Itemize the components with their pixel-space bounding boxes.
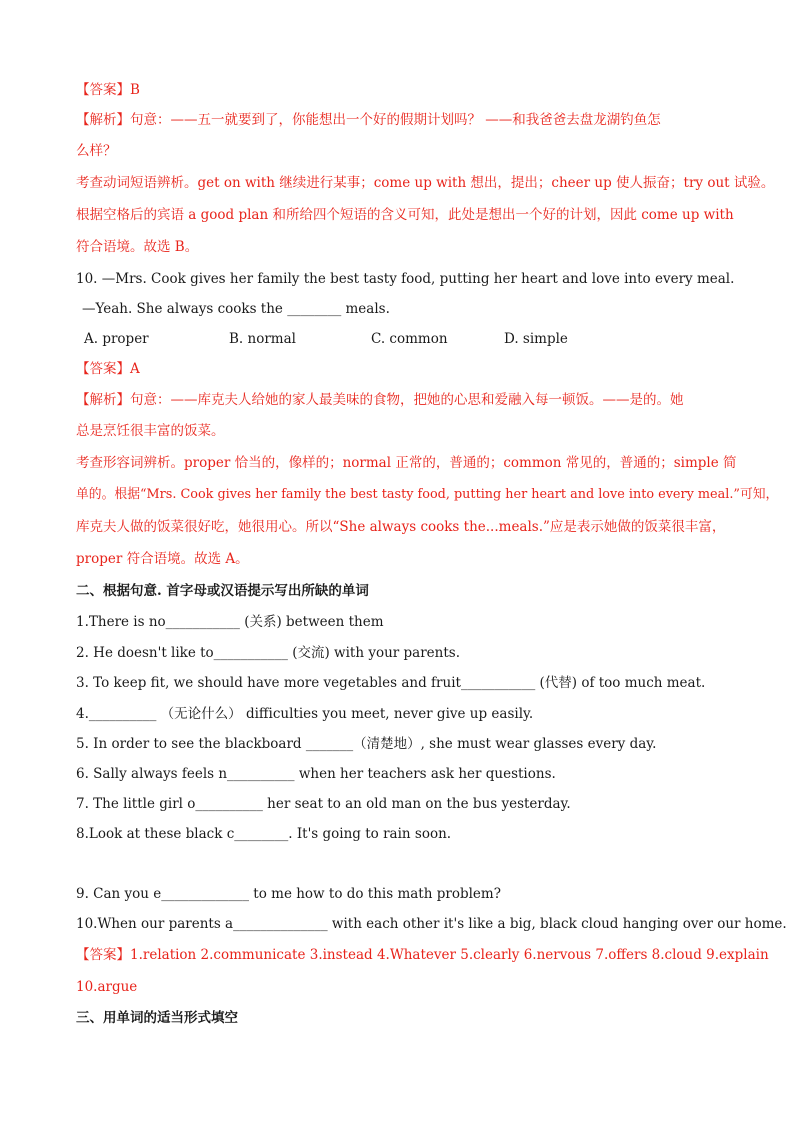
section-2-item-6: 6. Sally always feels n__________ when her teachers ask her questions. — [76, 766, 556, 782]
section-2-item-2: 2. He doesn't like to___________ (交流) with your parents. — [76, 645, 460, 661]
section-2-item-3: 3. To keep fit, we should have more vegetables and fruit___________ (代替) of too much meat. — [76, 675, 706, 691]
section-2-item-10: 10.When our parents a______________ with each other it's like a big, black cloud hanging over our home. — [76, 916, 787, 932]
section-2-item-4: 4.__________ （无论什么） difficulties you meet, never give up easily. — [76, 706, 534, 722]
q10-options — [84, 330, 568, 348]
analysis-label: 【解析】 — [76, 392, 130, 408]
section-2-item-5: 5. In order to see the blackboard _______（清楚地）, she must wear glasses every day. — [76, 736, 657, 752]
section-2-item-7: 7. The little girl o__________ her seat to an old man on the bus yesterday. — [76, 796, 571, 812]
answer-value: A — [130, 361, 140, 377]
q9-analysis-line-2: 么样？ — [76, 143, 117, 159]
section-2-answer-line-2: 10.argue — [76, 979, 138, 995]
q10-answer — [76, 360, 140, 378]
q10-response: —Yeah. She always cooks the ________ meals. — [82, 301, 390, 317]
q10-analysis-line-6: proper 符合语境。故选 A。 — [76, 551, 249, 567]
section-2-item-8: 8.Look at these black c________. It's going to rain soon. — [76, 826, 452, 842]
answer-label: 【答案】 — [76, 361, 130, 377]
q10-question: 10. —Mrs. Cook gives her family the best tasty food, putting her heart and love into every meal. — [76, 271, 735, 287]
q10-analysis-line-4: 单的。根据“Mrs. Cook gives her family the best tasty food, putting her heart and love into every meal.”可知， — [76, 487, 779, 502]
q9-analysis-line-4: 根据空格后的宾语 a good plan 和所给四个短语的含义可知，此处是想出一个好的计划，因此 come up with — [76, 207, 734, 223]
answer-text: 1.relation 2.communicate 3.instead 4.Whatever 5.clearly 6.nervous 7.offers 8.cloud 9.explain — [130, 947, 769, 963]
section-2-item-9: 9. Can you e_____________ to me how to do this math problem? — [76, 886, 501, 902]
section-2-heading: 二、根据句意. 首字母或汉语提示写出所缺的单词 — [76, 583, 369, 599]
q10-analysis-line-1 — [76, 391, 684, 409]
option-c: C. common — [371, 331, 448, 347]
q9-analysis-line-5: 符合语境。故选 B。 — [76, 239, 199, 255]
option-b: B. normal — [229, 331, 296, 347]
q9-analysis-line-1 — [76, 111, 661, 129]
section-3-heading: 三、用单词的适当形式填空 — [76, 1010, 238, 1026]
option-d: D. simple — [504, 331, 568, 347]
q9-analysis-line-3: 考查动词短语辨析。get on with 继续进行某事；come up with 想出，提出；cheer up 使人振奋；try out 试验。 — [76, 175, 775, 191]
answer-value: B — [130, 82, 140, 98]
section-2-item-1: 1.There is no___________ (关系) between them — [76, 614, 384, 630]
section-2-answer — [76, 946, 769, 964]
q10-analysis-line-3: 考查形容词辨析。proper 恰当的，像样的；normal 正常的，普通的；common 常见的，普通的；simple 简 — [76, 455, 737, 471]
option-a: A. proper — [84, 331, 149, 347]
analysis-text: 句意：——五一就要到了，你能想出一个好的假期计划吗？ ——和我爸爸去盘龙湖钓鱼怎 — [130, 112, 661, 128]
analysis-label: 【解析】 — [76, 112, 130, 128]
q10-analysis-line-5: 库克夫人做的饭菜很好吃，她很用心。所以“She always cooks the...meals.”应是表示她做的饭菜很丰富， — [76, 519, 726, 535]
answer-label: 【答案】 — [76, 947, 130, 963]
analysis-text: 句意：——库克夫人给她的家人最美味的食物，把她的心思和爱融入每一顿饭。——是的。她 — [130, 392, 684, 408]
answer-label: 【答案】 — [76, 82, 130, 98]
q10-analysis-line-2: 总是烹饪很丰富的饭菜。 — [76, 423, 225, 439]
q9-answer — [76, 81, 140, 99]
